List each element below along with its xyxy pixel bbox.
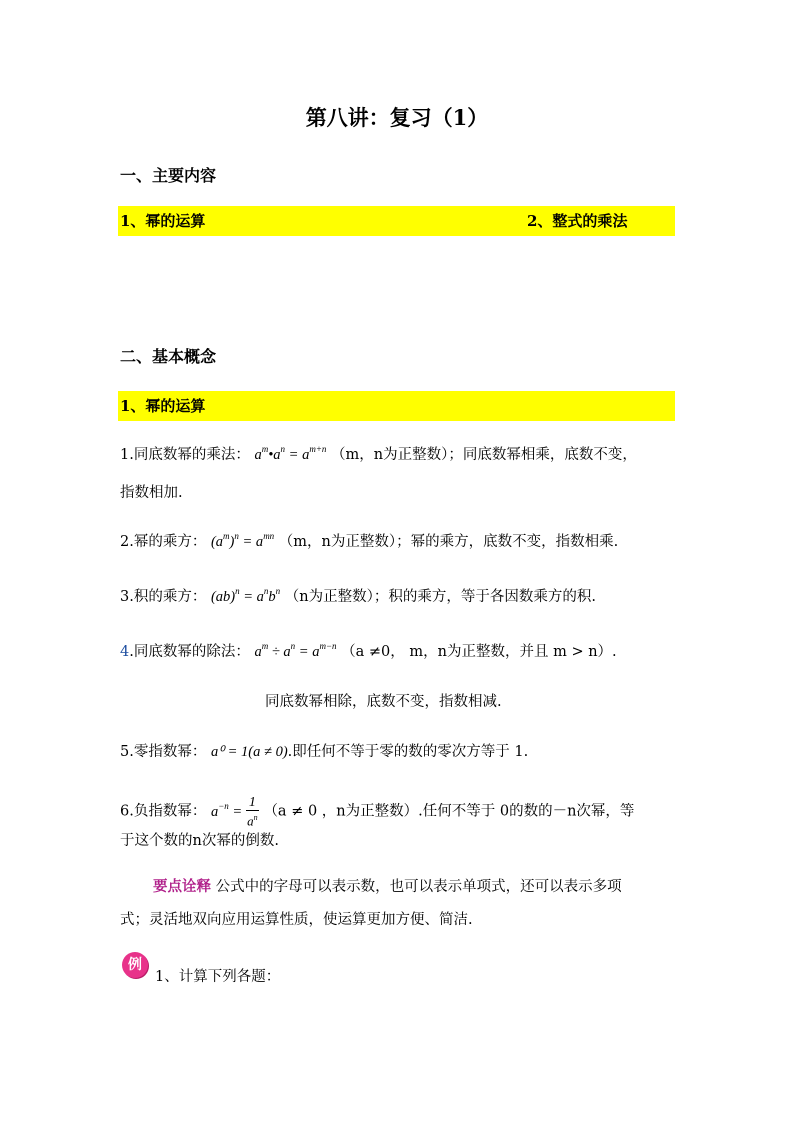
rule-1-continuation: 指数相加. bbox=[120, 485, 183, 501]
rule-3-formula: $(ab)^n = a^nb^n$ bbox=[210, 586, 281, 605]
rule-5-text: .即任何不等于零的数的零次方等于 1. bbox=[287, 744, 529, 760]
rule-6-label: 6.负指数幂： bbox=[120, 803, 207, 820]
key-point-text-1: 公式中的字母可以表示数，也可以表示单项式，还可以表示多项 bbox=[215, 879, 622, 895]
rule-1-condition: （m，n为正整数）；同底数幂相乘，底数不变， bbox=[331, 447, 637, 463]
rule-2-label: 2.幂的乘方： bbox=[120, 534, 207, 550]
highlight-bar-topics bbox=[118, 206, 675, 236]
rule-5-label: 5.零指数幂： bbox=[120, 744, 207, 760]
example-badge-icon: 例 bbox=[122, 952, 148, 978]
rule-3-line bbox=[120, 587, 596, 608]
key-point-line-1 bbox=[153, 877, 622, 897]
rule-4-label: .同底数幂的除法： bbox=[129, 644, 250, 660]
rule-3-label: 3.积的乘方： bbox=[120, 589, 207, 605]
rule-4-line bbox=[120, 642, 617, 663]
rule-2-condition: （m，n为正整数）；幂的乘方，底数不变，指数相乘. bbox=[278, 534, 619, 550]
rule-4-note: 同底数幂相除，底数不变，指数相减. bbox=[265, 694, 502, 710]
key-point-label: 要点诠释 bbox=[153, 878, 211, 895]
example-prompt: 1、计算下列各题： bbox=[155, 969, 281, 985]
rule-2-line bbox=[120, 532, 618, 553]
rule-3-condition: （n为正整数）；积的乘方，等于各因数乘方的积. bbox=[284, 589, 596, 605]
page-title: 第八讲：复习（1） bbox=[305, 105, 489, 130]
rule-1-line bbox=[120, 445, 637, 466]
rule-5-line bbox=[120, 742, 528, 762]
rule-1-formula: $a^m•a^n = a^{m+n}$ bbox=[254, 444, 327, 463]
rule-2-formula: $(a^m)^n = a^{mn}$ bbox=[210, 531, 275, 550]
key-point-text-2: 式；灵活地双向应用运算性质，使运算更加方便、简洁. bbox=[120, 912, 473, 928]
rule-6-text: （a ≠ 0 ，n为正整数）.任何不等于 0的数的－n次幂，等 bbox=[263, 803, 635, 820]
section-heading-basic-concepts: 二、基本概念 bbox=[120, 347, 217, 366]
highlight-bar-subheading bbox=[118, 391, 675, 421]
rule-6-continuation: 于这个数的n次幂的倒数. bbox=[120, 833, 279, 849]
rule-5-formula: a⁰ = 1(a ≠ 0) bbox=[210, 744, 288, 760]
rule-6-formula: $a^{-n}$ = $\frac{1}{a^n}$ bbox=[210, 795, 258, 829]
topic-item-power-operations: 1、幂的运算 bbox=[120, 212, 206, 230]
subheading-power-operations: 1、幂的运算 bbox=[120, 397, 206, 415]
section-heading-main-content: 一、主要内容 bbox=[120, 166, 217, 185]
rule-4-number: 4 bbox=[120, 644, 130, 660]
rule-1-label: 1.同底数幂的乘法： bbox=[120, 447, 250, 463]
topic-item-polynomial-multiplication: 2、整式的乘法 bbox=[527, 212, 628, 230]
rule-4-formula: $a^m \div a^n = a^{m-n}$ bbox=[254, 641, 337, 660]
rule-6-line bbox=[120, 796, 634, 828]
rule-4-condition: （a ≠0， m，n为正整数，并且 m > n）. bbox=[341, 644, 617, 660]
